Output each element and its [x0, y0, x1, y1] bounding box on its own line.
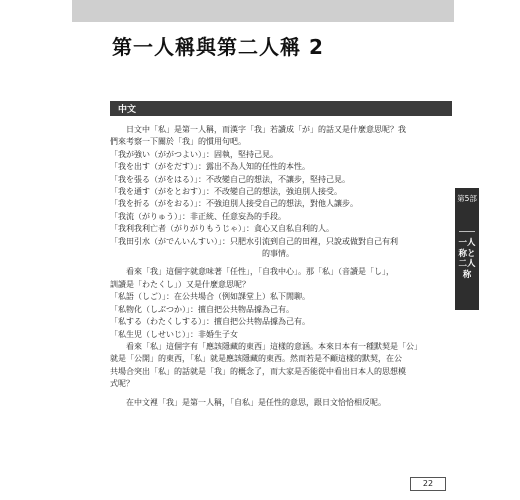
paragraph-line: 日文中「私」是第一人稱，而漢字「我」若讀成「が」的話又是什麼意思呢？我 — [126, 125, 406, 134]
section-label: 中文 — [118, 105, 137, 115]
idiom-line: 「私生児（しせいじ）」：非婚生子女 — [110, 329, 238, 339]
idiom-line: 「我流（がりゅう）」：非正統、任意妄為的手段。 — [110, 211, 286, 221]
side-tab-topic: 一人称と二人称 — [458, 238, 476, 280]
page-number: 22 — [410, 477, 446, 491]
paragraph-line: 們來考察一下關於「我」的慣用句吧。 — [110, 137, 246, 147]
side-tab-divider — [459, 231, 475, 232]
idiom-line: 「我が強い（ががつよい）」：固執，堅持己見。 — [110, 149, 278, 159]
idiom-line: 「我を張る（がをはる）」：不改變自己的想法，不讓步，堅持己見。 — [110, 174, 350, 184]
header-band — [72, 0, 454, 22]
idiom-line: 「我利我利亡者（がりがりもうじゃ）」：貪心又自私自利的人。 — [110, 224, 334, 234]
paragraph-line: 式呢？ — [110, 379, 134, 389]
paragraph-line: 看來「私」這個字有「應該隱藏的東西」這樣的意涵。本來日本有一種默契是「公」 — [126, 341, 422, 351]
paragraph-line: 共場合突出「私」的話就是「我」的概念了，而大家是否能從中看出日本人的思想模 — [110, 366, 406, 376]
idiom-line: 「我を出す（がをだす）」：露出不為人知的任性的本性。 — [110, 162, 310, 172]
idiom-line: 「私物化（しぶつか）」：擅自把公共物品據為己有。 — [110, 304, 294, 314]
paragraph-line: 訓讀是「わたくし」）又是什麼意思呢？ — [110, 279, 250, 289]
side-tab-chapter: 第5部 — [457, 194, 477, 203]
idiom-line: 「我を通す（がをとおす）」：不改變自己的想法，強迫別人接受。 — [110, 187, 342, 197]
idiom-line-continued: 的事情。 — [262, 249, 294, 259]
paragraph-line: 就是「公開」的東西，「私」就是應該隱藏的東西。然而若是不顧這樣的默契，在公 — [110, 354, 402, 364]
idiom-line: 「私語（しご）」：在公共場合（例如課堂上）私下閒聊。 — [110, 292, 310, 302]
idiom-line: 「私する（わたくしする）」：擅自把公共物品據為己有。 — [110, 317, 310, 327]
idiom-line: 「我を折る（がをおる）」：不強迫別人接受自己的想法，對他人讓步。 — [110, 199, 358, 209]
paragraph-line: 看來「我」這個字就意味著「任性」，「自我中心」。那「私」（音讀是「し」， — [126, 267, 394, 277]
body-text — [110, 124, 455, 409]
paragraph-line: 在中文裡「我」是第一人稱，「自私」是任性的意思，跟日文恰恰相反呢。 — [126, 397, 386, 407]
idiom-line: 「我田引水（がでんいんすい）」：只肥水引流到自己的田裡，只說或做對自己有利 — [110, 236, 398, 246]
section-header-bar — [110, 101, 452, 116]
chapter-side-tab — [455, 188, 479, 310]
page-title: 第一人稱與第二人稱 2 — [112, 35, 324, 59]
